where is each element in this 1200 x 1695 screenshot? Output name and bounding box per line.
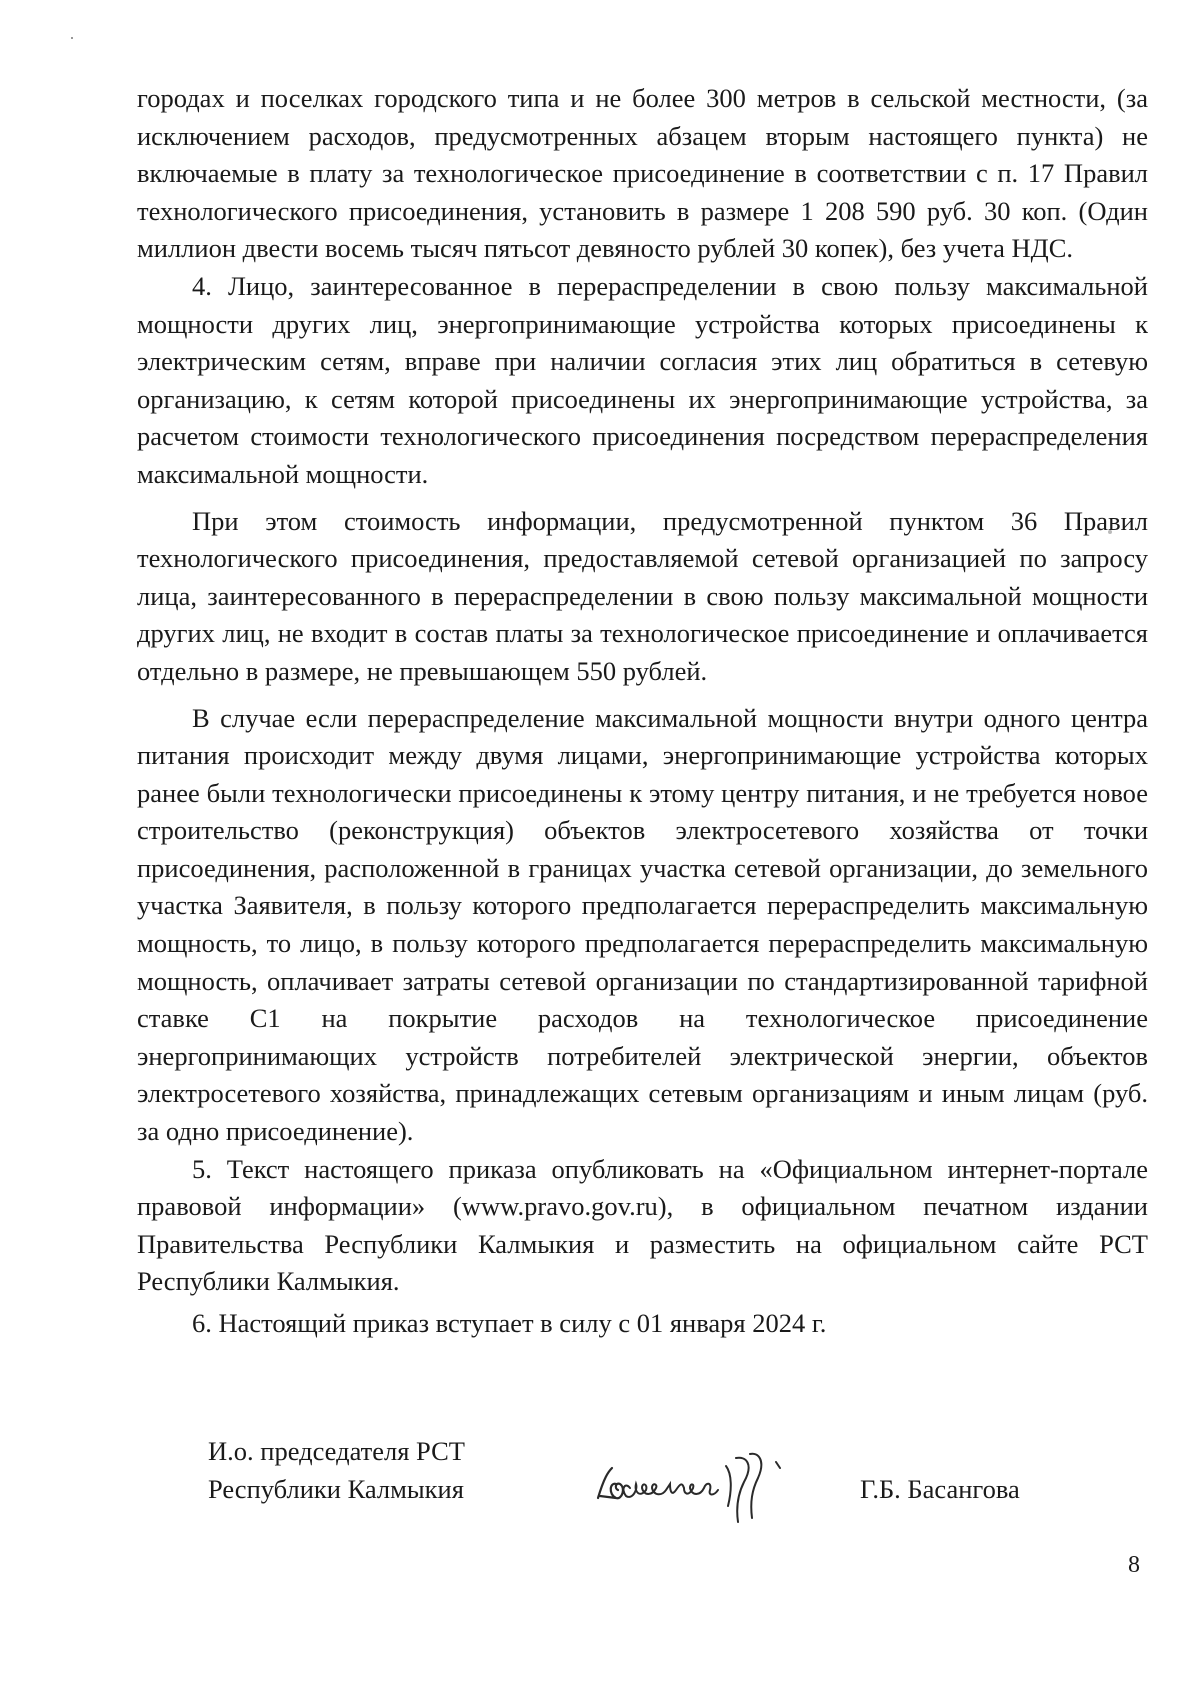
signatory-name: Г.Б. Басангова (860, 1474, 1020, 1504)
paragraph-redistribution-case: В случае если перераспределение максимальной мощности внутри одного центра питания происходит между двумя лицами, энергопринимающие устройства которых ранее были технологически присоединены к этому центру питания, и не требуется новое строительство (реконструкция) объектов электросетевого хозяйства от точки присоединения, расположенной в границах участка сетевой организации, до земельного участка Заявителя, в пользу которого предполагается перераспределить максимальную мощность, то лицо, в пользу которого предполагается перераспределить максимальную мощность, оплачивает затраты сетевой организации по стандартизированной тарифной ставке С1 на покрытие расходов на технологическое присоединение энергопринимающих устройств потребителей электрической энергии, объектов электросетевого хозяйства, принадлежащих сетевым организациям и иным лицам (руб. за одно присоединение). (137, 702, 1148, 1147)
signatory-title-line2: Республики Калмыкия (208, 1474, 464, 1504)
signature-block (208, 1432, 1108, 1542)
paragraph-item-4: 4. Лицо, заинтересованное в перераспределении в свою пользу максимальной мощности других лиц, энергопринимающие устройства которых присоединены к электрическим сетям, вправе при наличии согласия этих лиц обратиться в сетевую организацию, к сетям которой присоединены их энергопринимающие устройства, за расчетом стоимости технологического присоединения посредством перераспределения максимальной мощности. (137, 270, 1148, 489)
signatory-title-line1: И.о. председателя РСТ (208, 1436, 465, 1466)
page-number: 8 (1128, 1552, 1140, 1578)
paragraph-information-cost: При этом стоимость информации, предусмотренной пунктом 36 Правил технологического присоединения, предоставляемой сетевой организацией по запросу лица, заинтересованного в перераспределении в свою пользу максимальной мощности других лиц, не входит в состав платы за технологическое присоединение и оплачивается отдельно в размере, не превышающем 550 рублей. (137, 505, 1148, 686)
handwritten-signature (586, 1438, 816, 1528)
paragraph-continuation: городах и поселках городского типа и не более 300 метров в сельской местности, (за исключением расходов, предусмотренных абзацем вторым настоящего пункта) не включаемые в плату за технологическое присоединение в соответствии с п. 17 Правил технологического присоединения, установить в размере 1 208 590 руб. 30 коп. (Один миллион двести восемь тысяч пятьсот девяносто рублей 30 копек), без учета НДС. (137, 83, 1148, 264)
paragraph-item-5: 5. Текст настоящего приказа опубликовать на «Официальном интернет-портале правовой информации» (www.pravo.gov.ru), в официальном печатном издании Правительства Республики Калмыкия и разместить на официальном сайте РСТ Республики Калмыкия. (137, 1153, 1148, 1297)
scan-speck (71, 37, 73, 39)
signatory-title (208, 1432, 465, 1508)
paragraph-item-6: 6. Настоящий приказ вступает в силу с 01 января 2024 г. (192, 1308, 827, 1338)
document-body (137, 80, 1148, 1343)
